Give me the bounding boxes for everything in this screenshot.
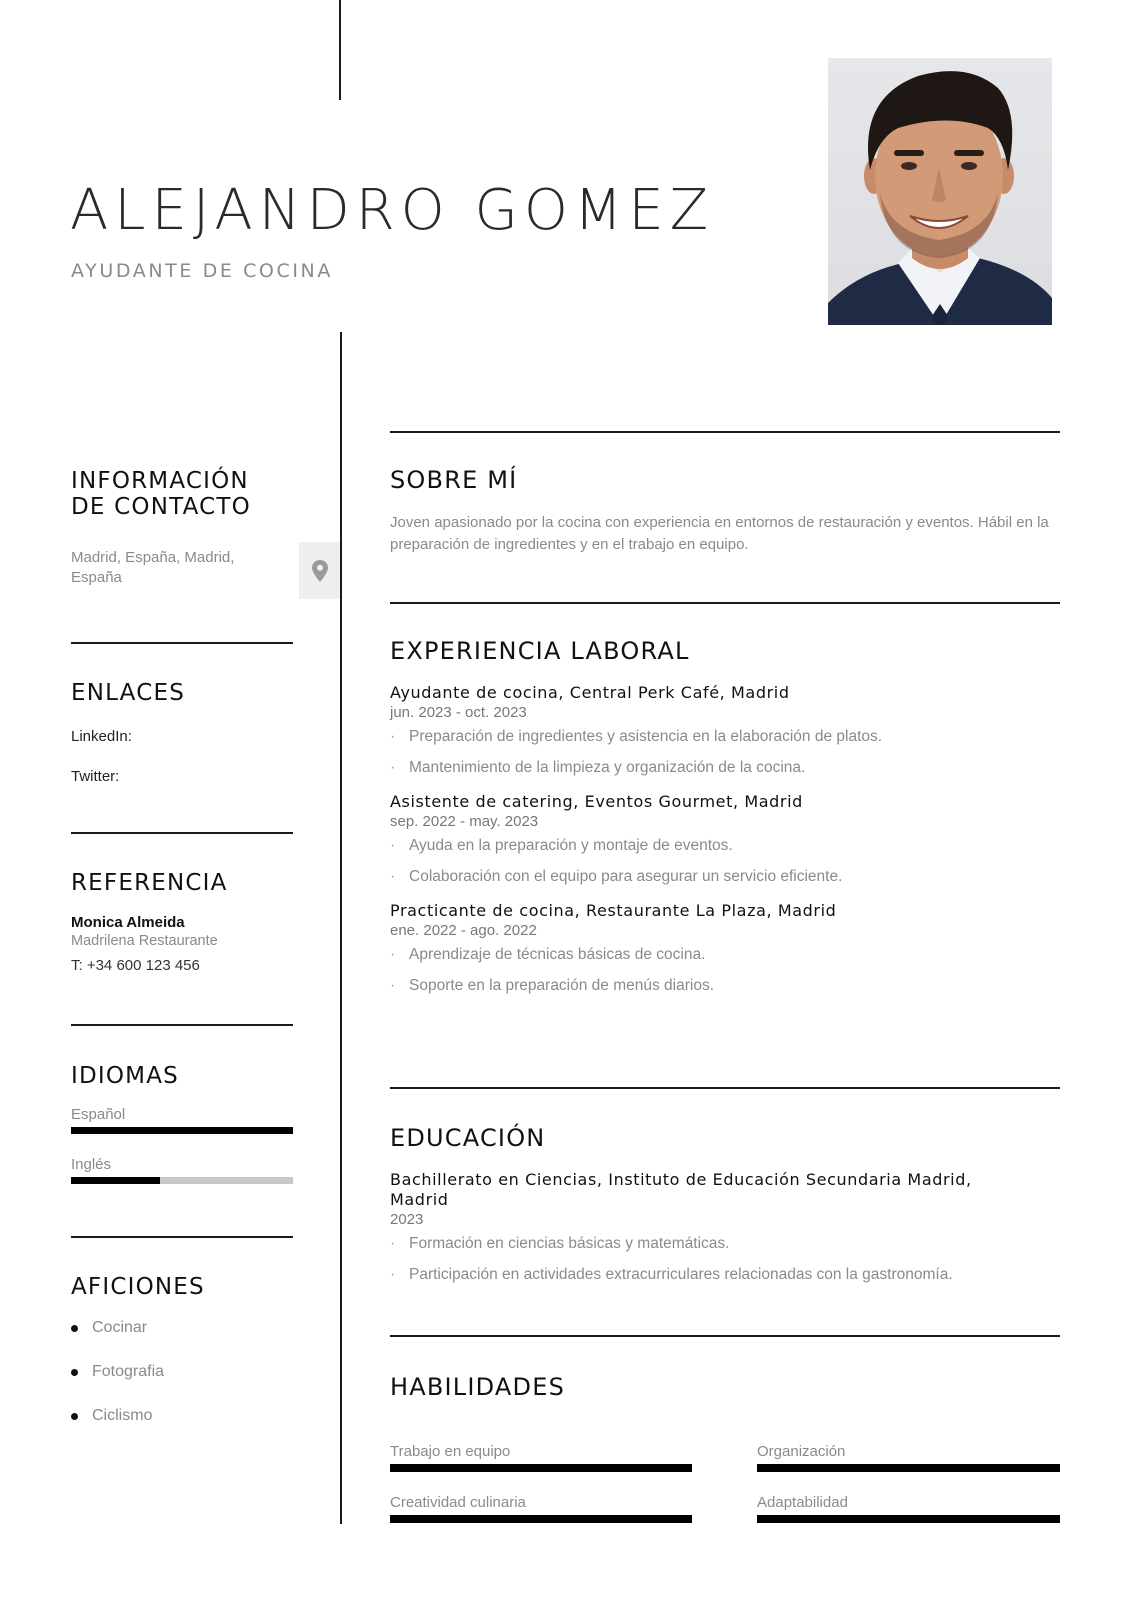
experience-heading: EXPERIENCIA LABORAL (390, 637, 690, 665)
education-heading: EDUCACIÓN (390, 1124, 546, 1152)
bullet-icon: · (390, 759, 396, 776)
education-title: Bachillerato en Ciencias, Instituto de Educación Secundaria Madrid, Madrid (390, 1170, 972, 1209)
hobby-label: Cocinar (92, 1319, 148, 1336)
skill-item (390, 1443, 692, 1472)
top-vertical-rule (339, 0, 341, 100)
section-divider (390, 431, 1060, 433)
job-bullet (390, 945, 1060, 965)
language-level-bar (71, 1177, 293, 1184)
skill-level-bar (390, 1515, 692, 1523)
education-dates: 2023 (390, 1211, 424, 1228)
job-dates: ene. 2022 - ago. 2022 (390, 922, 537, 939)
bullet-text: Preparación de ingredientes y asistencia en la elaboración de platos. (409, 728, 883, 745)
about-heading: SOBRE MÍ (390, 466, 518, 494)
job-entry (390, 901, 1060, 996)
bullet-dot-icon (71, 1325, 78, 1332)
profile-photo (828, 58, 1052, 325)
education-bullet (390, 1265, 1060, 1285)
languages-section (71, 1063, 293, 1184)
about-section (390, 466, 1060, 556)
location-pin-icon (312, 560, 328, 582)
hobby-item (71, 1318, 293, 1338)
reference-heading: REFERENCIA (71, 870, 228, 896)
bullet-text: Formación en ciencias básicas y matemáticas. (409, 1235, 730, 1252)
bullet-text: Colaboración con el equipo para asegurar un servicio eficiente. (409, 868, 843, 885)
skill-level-bar (390, 1464, 692, 1472)
job-title: Asistente de catering, Eventos Gourmet, Madrid (390, 792, 803, 811)
candidate-job-title: AYUDANTE DE COCINA (71, 260, 333, 282)
about-text: Joven apasionado por la cocina con experiencia en entornos de restauración y eventos. Hábil en la preparación de ingredientes y en el trabajo en equipo. (390, 514, 1049, 553)
contact-heading-line2: DE CONTACTO (71, 494, 251, 520)
job-entry (390, 792, 1060, 887)
bullet-dot-icon (71, 1413, 78, 1420)
bullet-icon: · (390, 1266, 396, 1283)
education-entry (390, 1170, 1060, 1285)
bullet-text: Aprendizaje de técnicas básicas de cocina. (409, 946, 706, 963)
section-divider (390, 602, 1060, 604)
job-entry (390, 683, 1060, 778)
contact-heading-line1: INFORMACIÓN (71, 468, 249, 494)
link-twitter[interactable]: Twitter: (71, 768, 120, 785)
language-label: Inglés (71, 1156, 112, 1173)
bullet-text: Participación en actividades extracurriculares relacionadas con la gastronomía. (409, 1266, 953, 1283)
bullet-icon: · (390, 868, 396, 885)
job-bullet (390, 836, 1060, 856)
education-bullet (390, 1234, 1060, 1254)
skill-label: Trabajo en equipo (390, 1443, 511, 1460)
sidebar-divider (71, 1024, 293, 1026)
profile-photo-illustration (828, 58, 1052, 325)
reference-phone[interactable]: T: +34 600 123 456 (71, 957, 200, 974)
candidate-name: ALEJANDRO GOMEZ (70, 178, 715, 243)
job-bullet (390, 727, 1060, 747)
language-label: Español (71, 1106, 126, 1123)
job-bullet (390, 867, 1060, 887)
reference-section (71, 870, 293, 974)
skill-label: Creatividad culinaria (390, 1494, 526, 1511)
hobby-label: Fotografia (92, 1363, 165, 1380)
bullet-icon: · (390, 728, 396, 745)
sidebar-divider (71, 832, 293, 834)
bullet-icon: · (390, 977, 396, 994)
job-dates: jun. 2023 - oct. 2023 (390, 704, 527, 721)
skill-item (757, 1443, 1060, 1472)
hobby-label: Ciclismo (92, 1407, 153, 1424)
section-divider (390, 1087, 1060, 1089)
bullet-icon: · (390, 837, 396, 854)
reference-name: Monica Almeida (71, 914, 185, 931)
bullet-text: Ayuda en la preparación y montaje de eventos. (409, 837, 733, 854)
bullet-icon: · (390, 946, 396, 963)
contact-address: Madrid, España, Madrid, España (71, 549, 235, 586)
column-separator-rule (340, 332, 342, 1524)
bullet-text: Soporte en la preparación de menús diarios. (409, 977, 715, 994)
hobbies-section (71, 1274, 293, 1450)
links-heading: ENLACES (71, 680, 186, 706)
skills-heading: HABILIDADES (390, 1373, 566, 1401)
reference-company: Madrilena Restaurante (71, 933, 218, 949)
bullet-text: Mantenimiento de la limpieza y organización de la cocina. (409, 759, 806, 776)
sidebar-divider (71, 642, 293, 644)
contact-section (71, 468, 293, 588)
language-level-bar (71, 1127, 293, 1134)
link-linkedin[interactable]: LinkedIn: (71, 728, 132, 745)
skill-label: Organización (757, 1443, 846, 1460)
job-dates: sep. 2022 - may. 2023 (390, 813, 539, 830)
hobby-item (71, 1362, 293, 1382)
hobby-item (71, 1406, 293, 1426)
skill-level-bar (757, 1464, 1060, 1472)
experience-section (390, 637, 1060, 1007)
skills-section (390, 1373, 1060, 1401)
job-title: Ayudante de cocina, Central Perk Café, Madrid (390, 683, 790, 702)
languages-heading: IDIOMAS (71, 1063, 179, 1089)
skill-item (757, 1494, 1060, 1523)
bullet-icon: · (390, 1235, 396, 1252)
job-title: Practicante de cocina, Restaurante La Plaza, Madrid (390, 901, 837, 920)
section-divider (390, 1335, 1060, 1337)
location-icon-box (299, 542, 340, 599)
links-section (71, 680, 293, 785)
bullet-dot-icon (71, 1369, 78, 1376)
skill-level-bar (757, 1515, 1060, 1523)
job-bullet (390, 758, 1060, 778)
job-bullet (390, 976, 1060, 996)
hobbies-heading: AFICIONES (71, 1274, 205, 1300)
language-level-fill (71, 1127, 293, 1134)
contact-heading (71, 468, 293, 520)
skill-label: Adaptabilidad (757, 1494, 848, 1511)
language-level-fill (71, 1177, 160, 1184)
skill-item (390, 1494, 692, 1523)
sidebar-divider (71, 1236, 293, 1238)
education-section (390, 1124, 1060, 1296)
